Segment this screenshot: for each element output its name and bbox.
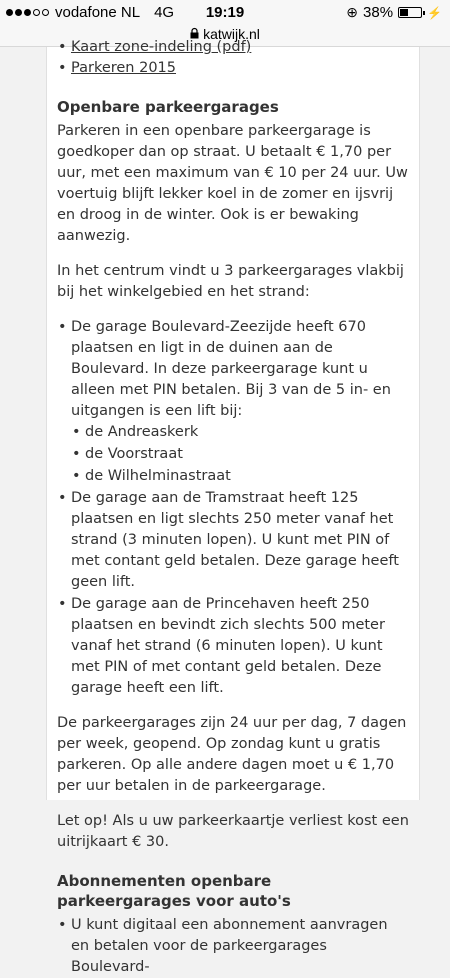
status-bar <box>0 0 450 26</box>
garage-boulevard-text: De garage Boulevard-Zeezijde heeft 670 plaatsen en ligt in de duinen aan de Boulevard. In deze parkeergarage kunt u alleen met PIN betalen. Bij 3 van de 5 in- en uitgangen is een lift bij: <box>71 319 391 419</box>
zone-map-link[interactable]: Kaart zone-indeling (pdf) <box>71 39 252 55</box>
subscriptions-list <box>57 915 409 978</box>
lost-ticket-warning: Let op! Als u uw parkeerkaartje verliest kost een uitrijkaart € 30. <box>57 813 409 850</box>
battery-percent: 38% <box>363 4 394 21</box>
list-item: • De garage aan de Tramstraat heeft 125 plaatsen en ligt slechts 250 meter vanaf het strand (3 minuten lopen). U kunt met PIN of met contant geld betalen. Deze garage heeft geen lift. <box>71 488 409 593</box>
section-heading-garages: Openbare parkeergarages <box>57 98 279 116</box>
carrier-name: vodafone NL <box>55 4 141 21</box>
charging-icon: ⚡ <box>427 5 442 20</box>
list-item: • de Voorstraat <box>85 444 409 465</box>
list-item: • U kunt digitaal een abonnement aanvragen en betalen voor de parkeergarages Boulevard- <box>71 915 409 978</box>
list-item: • de Wilhelminastraat <box>85 466 409 487</box>
parking-2015-link[interactable]: Parkeren 2015 <box>71 60 177 76</box>
list-item <box>71 317 409 487</box>
network-type: 4G <box>154 4 175 21</box>
lift-locations-list <box>71 422 409 487</box>
status-time: 19:19 <box>205 4 245 21</box>
status-right <box>346 4 442 21</box>
list-item: • de Andreaskerk <box>85 422 409 443</box>
rotation-lock-icon: ⊕ <box>346 4 359 20</box>
battery-icon <box>398 7 422 18</box>
opening-hours: De parkeergarages zijn 24 uur per dag, 7 dagen per week, geopend. Op zondag kunt u gratis parkeren. Op alle andere dagen moet u € 1,70 per uur betalen in de parkeergarage. <box>57 715 407 794</box>
page-content <box>46 39 420 975</box>
list-item[interactable] <box>71 58 409 79</box>
top-links-list <box>57 37 409 79</box>
garages-centrum: In het centrum vindt u 3 parkeergarages vlakbij bij het winkelgebied en het strand: <box>57 263 404 300</box>
garages-list <box>57 317 409 699</box>
section-heading-subscriptions: Abonnementen openbare parkeergarages voor auto's <box>57 872 291 910</box>
garages-intro: Parkeren in een openbare parkeergarage is goedkoper dan op straat. U betaalt € 1,70 per uur, met een maximum van € 10 per 24 uur. Uw voertuig blijft lekker koel in de zomer en ijsvrij en droog in de winter. Ook is er bewaking aanwezig. <box>57 123 408 244</box>
list-item[interactable] <box>71 37 409 58</box>
url-domain: katwijk.nl <box>203 26 260 42</box>
list-item: • De garage aan de Princehaven heeft 250 plaatsen en bevindt zich slechts 500 meter vanaf het strand (6 minuten lopen). U kunt met PIN of met contant geld betalen. Deze garage heeft een lift. <box>71 594 409 699</box>
